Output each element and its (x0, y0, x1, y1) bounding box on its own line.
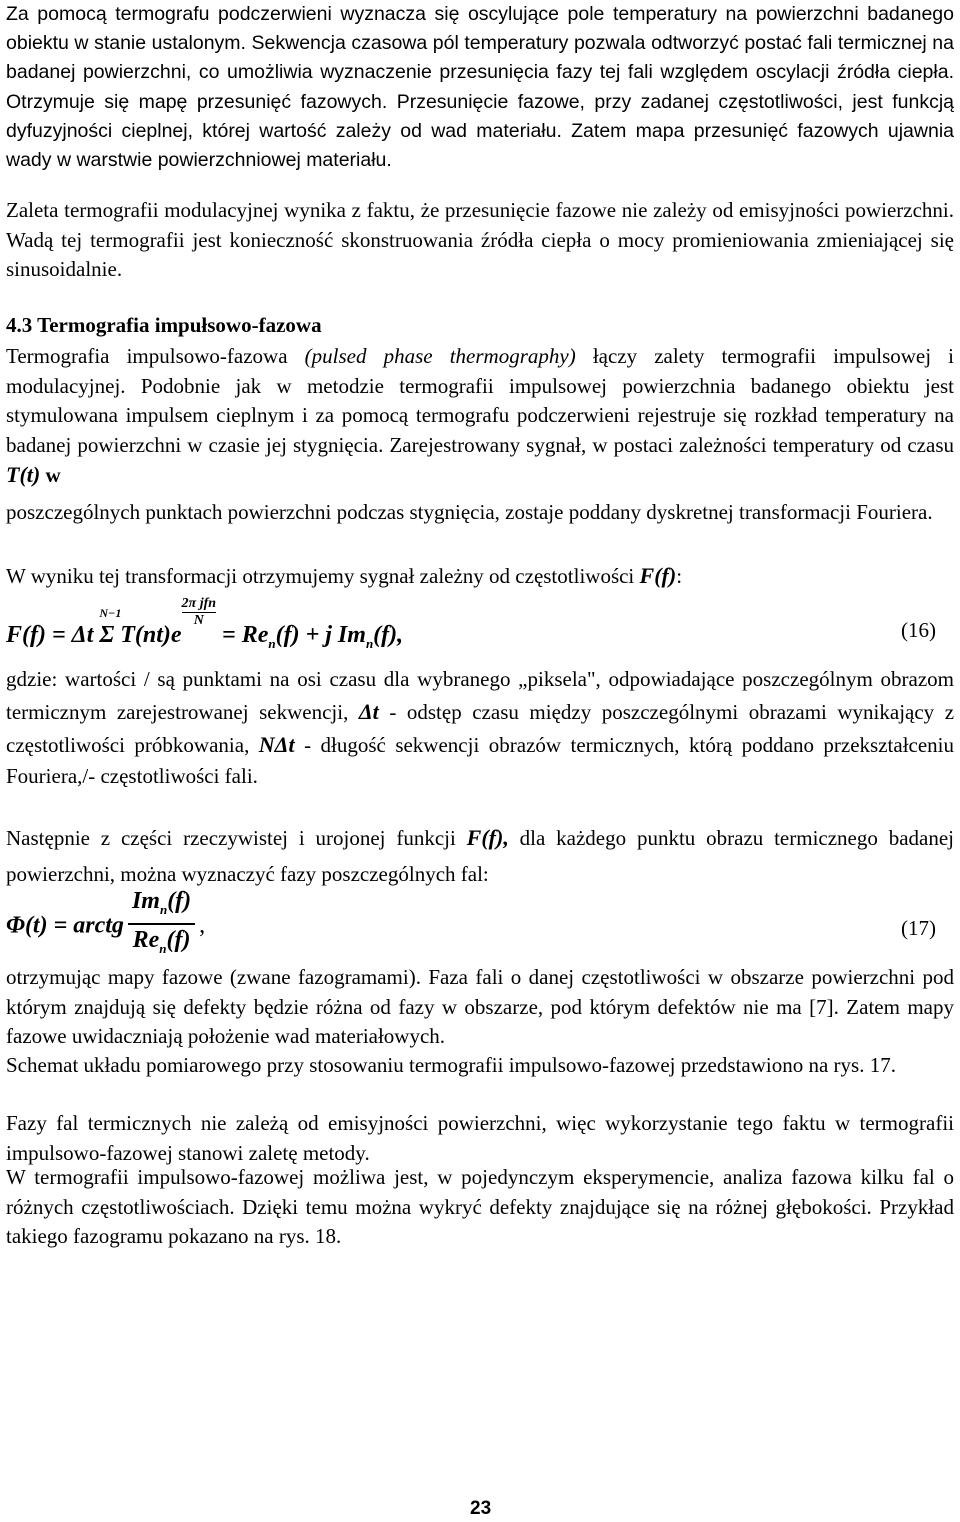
sum-symbol: Σ (99, 622, 115, 648)
paragraph-pulsed-phase-intro (6, 342, 954, 491)
text-run: łączy zalety termografii impulsowej i modulacyjnej. Podobnie jak w metodzie termografii impulsowej powierzchnia badanego obiektu jest stymulowana impulsem cieplnym i za pomocą termografu podczerwieni rejestruje się rozkład temperatury na badanej powierzchni w czasie jej stygnięcia. Zarejestrowany sygnał, w postaci zależności temperatury od czasu (6, 344, 955, 457)
equation-16 (6, 596, 954, 660)
paragraph-setup-scheme: Schemat układu pomiarowego przy stosowaniu termografii impulsowo-fazowej przedstawiono na rys. 17. (6, 1053, 896, 1077)
paragraph-fourier: poszczególnych punktach powierzchni podczas stygnięcia, zostaje poddany dyskretnej transformacji Fouriera. (6, 500, 933, 524)
page-number: 23 (470, 1498, 492, 1519)
paragraph-phase-computation (6, 820, 954, 892)
eq17-numerator (128, 888, 195, 925)
text-run: gdzie: wartości / są punktami na osi czasu dla wybranego „piksela", odpowiadające poszczególnym obrazom termicznym zarejestrowanej sekwencji, (6, 667, 954, 724)
paragraph-multi-frequency: W termografii impulsowo-fazowej możliwa jest, w pojedynczym eksperymencie, analiza fazowa kilku fal o różnych częstotliwościach. Dzięki temu można wykryć defekty znajdujące się na różnej głębokości. Przykład takiego fazogramu pokazano na rys. 18. (6, 1165, 954, 1248)
math-F-of-f: F(f) (639, 563, 677, 588)
eq16-rhs-sub: n (268, 635, 276, 651)
equation-number-17: (17) (901, 916, 936, 940)
eq17-num-tail: (f) (167, 888, 192, 914)
text-run: - długość sekwencji obrazów termicznych, którą poddano przekształceniu Fouriera,/- częstotliwości fali. (6, 732, 955, 789)
paragraph-emissivity: Fazy fal termicznych nie zależą od emisyjności powierzchni, więc wykorzystanie tego faktu w termografii impulsowo-fazowej stanowi zaletę metody. (6, 1111, 954, 1165)
eq17-fraction (128, 888, 195, 964)
eq17-num-sub: n (159, 901, 168, 917)
exp-denominator: N (193, 613, 204, 628)
paragraph-symbol-definitions (6, 664, 954, 793)
text-run: dla każdego punktu obrazu termicznego badanej powierzchni, można wyznaczyć fazy poszczególnych fal: (6, 826, 955, 886)
paragraph-modulation-advantage: Zaleta termografii modulacyjnej wynika z faktu, że przesunięcie fazowe nie zależy od emisyjności powierzchni. Wadą tej termografii jest konieczność skonstruowania źródła ciepła o mocy promieniowania zmieniającej się sinusoidalnie. (6, 198, 954, 281)
text-run: w (45, 463, 61, 487)
eq16-rhs2-sub: n (365, 635, 374, 651)
math-delta-t: Δt (358, 698, 379, 724)
sum-upper-limit: N−1 (99, 606, 122, 620)
sum-operator (99, 606, 122, 649)
eq17-num-text: Im (131, 888, 160, 914)
section-heading: 4.3 Termografia impułsowo-fazowa (6, 313, 322, 337)
equation-17-body (6, 888, 205, 964)
math-T-of-t: T(t) (6, 462, 41, 487)
eq16-rhs2: (f) + j Im (275, 622, 366, 648)
eq17-tail: , (199, 912, 206, 939)
text-run: : (676, 564, 683, 588)
paragraph-frequency-signal (6, 561, 954, 592)
equation-17 (6, 888, 954, 964)
exp-numerator: 2π jfn (181, 596, 217, 611)
math-F-of-f-2: F(f), (466, 825, 509, 850)
eq16-term: T(nt)e (120, 622, 182, 648)
text-run: W wyniku tej transformacji otrzymujemy sygnał zależny od częstotliwości (6, 564, 635, 588)
eq17-den-tail: (f) (166, 926, 191, 953)
text-run: - odstęp czasu między poszczególnymi obrazami wynikający z częstotliwości próbkowania, (6, 699, 955, 757)
eq17-lhs: Φ(t) = arctg (6, 912, 124, 939)
text-run: Następnie z części rzeczywistej i urojonej funkcji (6, 826, 456, 850)
eq17-den-text: Re (132, 926, 160, 953)
paragraph-phase-maps: otrzymując mapy fazowe (zwane fazogramami). Faza fali o danej częstotliwości w obszarze powierzchni pod którym znajdują się defekty będzie różna od fazy w obszarze, pod którym defektów nie ma [7]. Zatem mapy fazowe uwidaczniają położenie wad materiałowych. (6, 965, 954, 1048)
eq16-rhs3: (f), (373, 622, 404, 648)
equation-number-16: (16) (901, 618, 936, 642)
paragraph-modulation-description: Za pomocą termografu podczerwieni wyznacza się oscylujące pole temperatury na powierzchni badanego obiektu w stanie ustalonym. Sekwencja czasowa pól temperatury pozwala odtworzyć postać fali termicznej na badanej powierzchni, co umożliwia wyznaczenie przesunięcia fazy tej fali względem oscylacji źródła ciepła. Otrzymuje się mapę przesunięć fazowych. Przesunięcie fazowe, przy zadanej częstotliwości, jest funkcją dyfuzyjności cieplnej, której wartość zależy od wad materiału. Zatem mapa przesunięć fazowych ujawnia wady w warstwie powierzchniowej materiału. (6, 3, 954, 172)
math-N-delta-t: NΔt (258, 731, 295, 757)
eq16-exponent (181, 596, 217, 628)
english-term: (pulsed phase thermography) (304, 344, 576, 368)
text-run: Termografia impulsowo-fazowa (6, 344, 288, 368)
eq16-lhs: F(f) = Δt (6, 622, 94, 648)
eq17-den-sub: n (159, 940, 167, 956)
eq17-denominator (128, 925, 195, 964)
eq16-rhs: = Re (222, 622, 269, 648)
